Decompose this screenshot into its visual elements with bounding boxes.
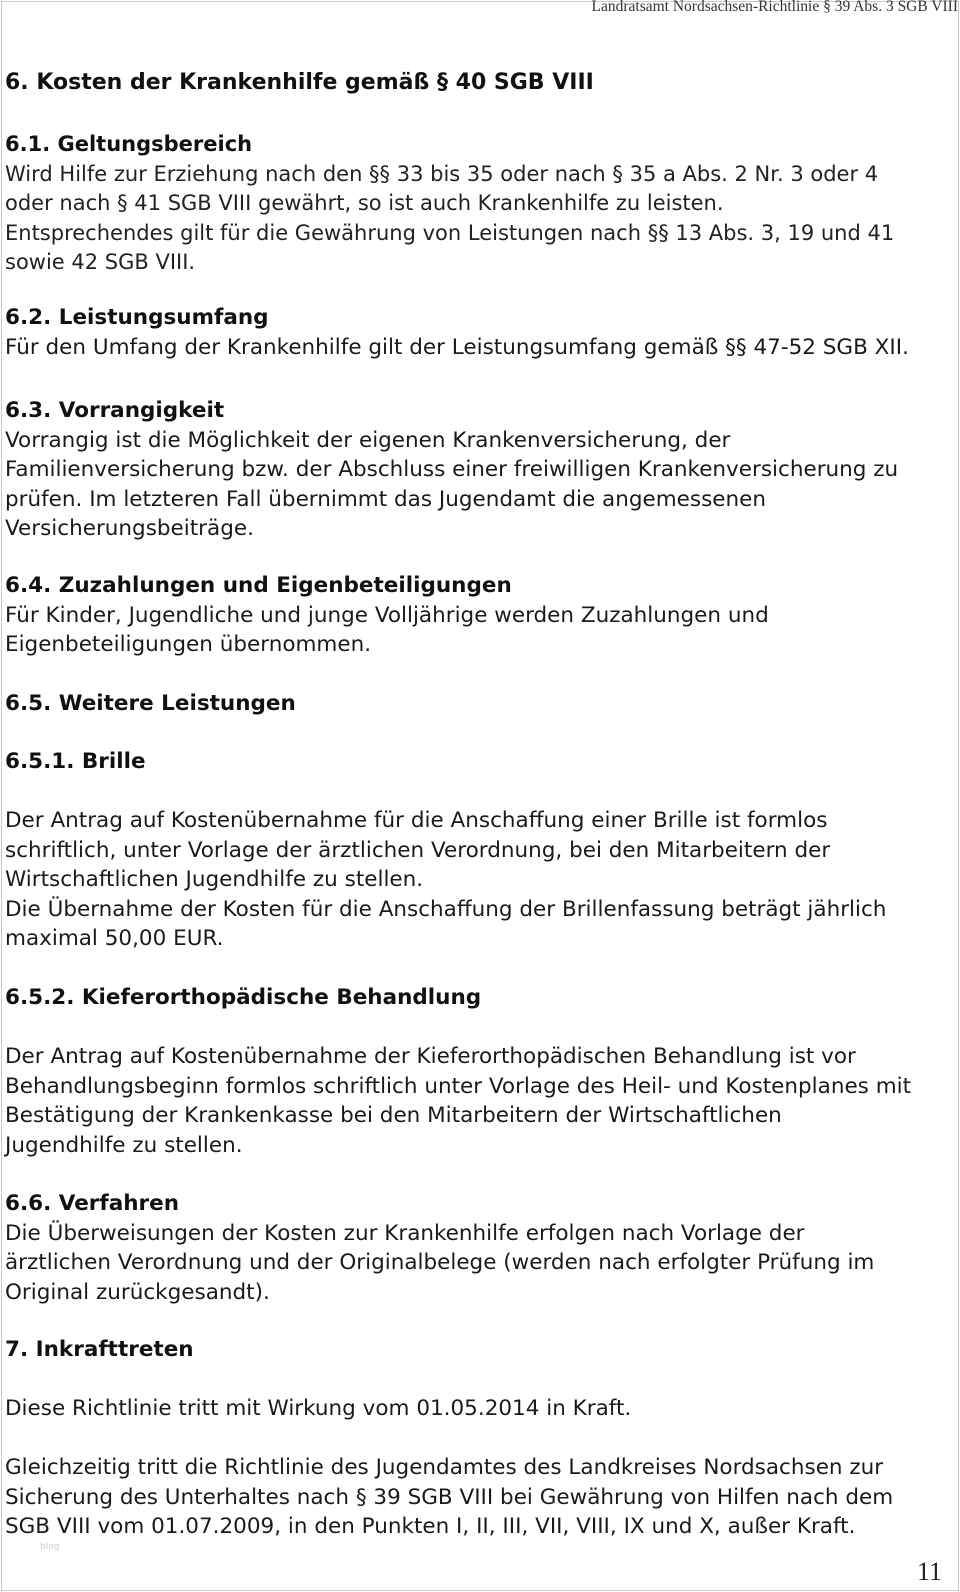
section-6-6-heading: 6.6. Verfahren bbox=[5, 1191, 180, 1216]
section-6-4-line: Eigenbeteiligungen übernommen. bbox=[5, 632, 372, 658]
section-6-5-2 bbox=[5, 983, 481, 1013]
section-7-para2-line: SGB VIII vom 01.07.2009, in den Punkten I, II, III, VII, VIII, IX und X, außer Kraft. bbox=[5, 1514, 856, 1540]
section-6-6-line: Original zurückgesandt). bbox=[5, 1279, 270, 1305]
section-6-1-heading: 6.1. Geltungsbereich bbox=[5, 132, 253, 156]
section-6-5-2-heading: 6.5.2. Kieferorthopädische Behandlung bbox=[5, 985, 482, 1010]
section-7-para2-line: Sicherung des Unterhaltes nach § 39 SGB VIII bei Gewährung von Hilfen nach dem bbox=[5, 1484, 894, 1510]
running-header: Landratsamt Nordsachsen-Richtlinie § 39 Abs. 3 SGB VIII bbox=[591, 0, 958, 15]
section-7 bbox=[5, 1335, 194, 1365]
section-6-6 bbox=[5, 1189, 874, 1307]
section-6-5-1-body bbox=[5, 806, 886, 954]
section-6-1 bbox=[5, 130, 894, 278]
section-6-1-line: Wird Hilfe zur Erziehung nach den §§ 33 bis 35 oder nach § 35 a Abs. 2 Nr. 3 oder 4 bbox=[5, 161, 879, 186]
section-6-3-line: Versicherungsbeiträge. bbox=[5, 516, 254, 542]
section-7-para1 bbox=[5, 1394, 631, 1424]
section-6-5-2-line: Behandlungsbeginn formlos schriftlich unter Vorlage des Heil- und Kostenplanes mit bbox=[5, 1073, 912, 1099]
section-6-3-line: prüfen. Im letzteren Fall übernimmt das Jugendamt die angemessenen bbox=[5, 486, 767, 512]
section-6-6-line: ärztlichen Verordnung und der Originalbelege (werden nach erfolgter Prüfung im bbox=[5, 1250, 875, 1276]
section-6-5-2-line: Jugendhilfe zu stellen. bbox=[5, 1132, 243, 1158]
section-6-5-2-line: Bestätigung der Krankenkasse bei den Mitarbeitern der Wirtschaftlichen bbox=[5, 1103, 782, 1129]
section-6-4-line: Für Kinder, Jugendliche und junge Volljährige werden Zuzahlungen und bbox=[5, 602, 769, 628]
section-6-5-1-line: Die Übernahme der Kosten für die Anschaffung der Brillenfassung beträgt jährlich bbox=[5, 896, 887, 922]
section-6-3-line: Familienversicherung bzw. der Abschluss einer freiwilligen Krankenversicherung zu bbox=[5, 457, 899, 483]
page-number: 11 bbox=[916, 1557, 942, 1586]
section-6-3-line: Vorrangig ist die Möglichkeit der eigenen Krankenversicherung, der bbox=[5, 427, 731, 453]
section-7-heading: 7. Inkrafttreten bbox=[5, 1337, 194, 1362]
section-6-2-line: Für den Umfang der Krankenhilfe gilt der Leistungsumfang gemäß §§ 47-52 SGB XII. bbox=[5, 334, 909, 360]
section-6-5-1-line: Wirtschaftlichen Jugendhilfe zu stellen. bbox=[5, 867, 424, 893]
section-6-4 bbox=[5, 571, 769, 660]
section-6-5-1-heading: 6.5.1. Brille bbox=[5, 749, 146, 774]
section-7-para2 bbox=[5, 1453, 893, 1542]
section-6-5-2-line: Der Antrag auf Kostenübernahme der Kieferorthopädischen Behandlung ist vor bbox=[5, 1044, 856, 1069]
section-6-title: 6. Kosten der Krankenhilfe gemäß § 40 SGB VIII bbox=[5, 70, 594, 95]
section-6-6-line: Die Überweisungen der Kosten zur Krankenhilfe erfolgen nach Vorlage der bbox=[5, 1220, 805, 1246]
section-6-4-heading: 6.4. Zuzahlungen und Eigenbeteiligungen bbox=[5, 573, 512, 598]
section-6-5-2-body bbox=[5, 1042, 911, 1160]
section-6-5-heading: 6.5. Weitere Leistungen bbox=[5, 691, 296, 716]
section-6-1-line: oder nach § 41 SGB VIII gewährt, so ist auch Krankenhilfe zu leisten. bbox=[5, 191, 724, 216]
section-6-5-1-line: maximal 50,00 EUR. bbox=[5, 926, 224, 952]
section-7-para2-line: Gleichzeitig tritt die Richtlinie des Jugendamtes des Landkreises Nordsachsen zur bbox=[5, 1455, 884, 1480]
section-6-3-heading: 6.3. Vorrangigkeit bbox=[5, 398, 225, 423]
section-6-1-line: Entsprechendes gilt für die Gewährung von Leistungen nach §§ 13 Abs. 3, 19 und 41 bbox=[5, 220, 895, 245]
section-7-para1-line: Diese Richtlinie tritt mit Wirkung vom 01.05.2014 in Kraft. bbox=[5, 1396, 632, 1421]
section-6-5-1-line: Der Antrag auf Kostenübernahme für die Anschaffung einer Brille ist formlos bbox=[5, 808, 828, 833]
watermark: blog bbox=[40, 1542, 60, 1552]
section-6-1-line: sowie 42 SGB VIII. bbox=[5, 250, 196, 275]
section-6-2-heading: 6.2. Leistungsumfang bbox=[5, 305, 269, 330]
section-6-3 bbox=[5, 396, 898, 544]
section-6-5 bbox=[5, 689, 296, 719]
section-6-5-1-line: schriftlich, unter Vorlage der ärztlichen Verordnung, bei den Mitarbeitern der bbox=[5, 837, 831, 863]
section-6-2 bbox=[5, 303, 909, 362]
section-6-5-1 bbox=[5, 747, 146, 777]
